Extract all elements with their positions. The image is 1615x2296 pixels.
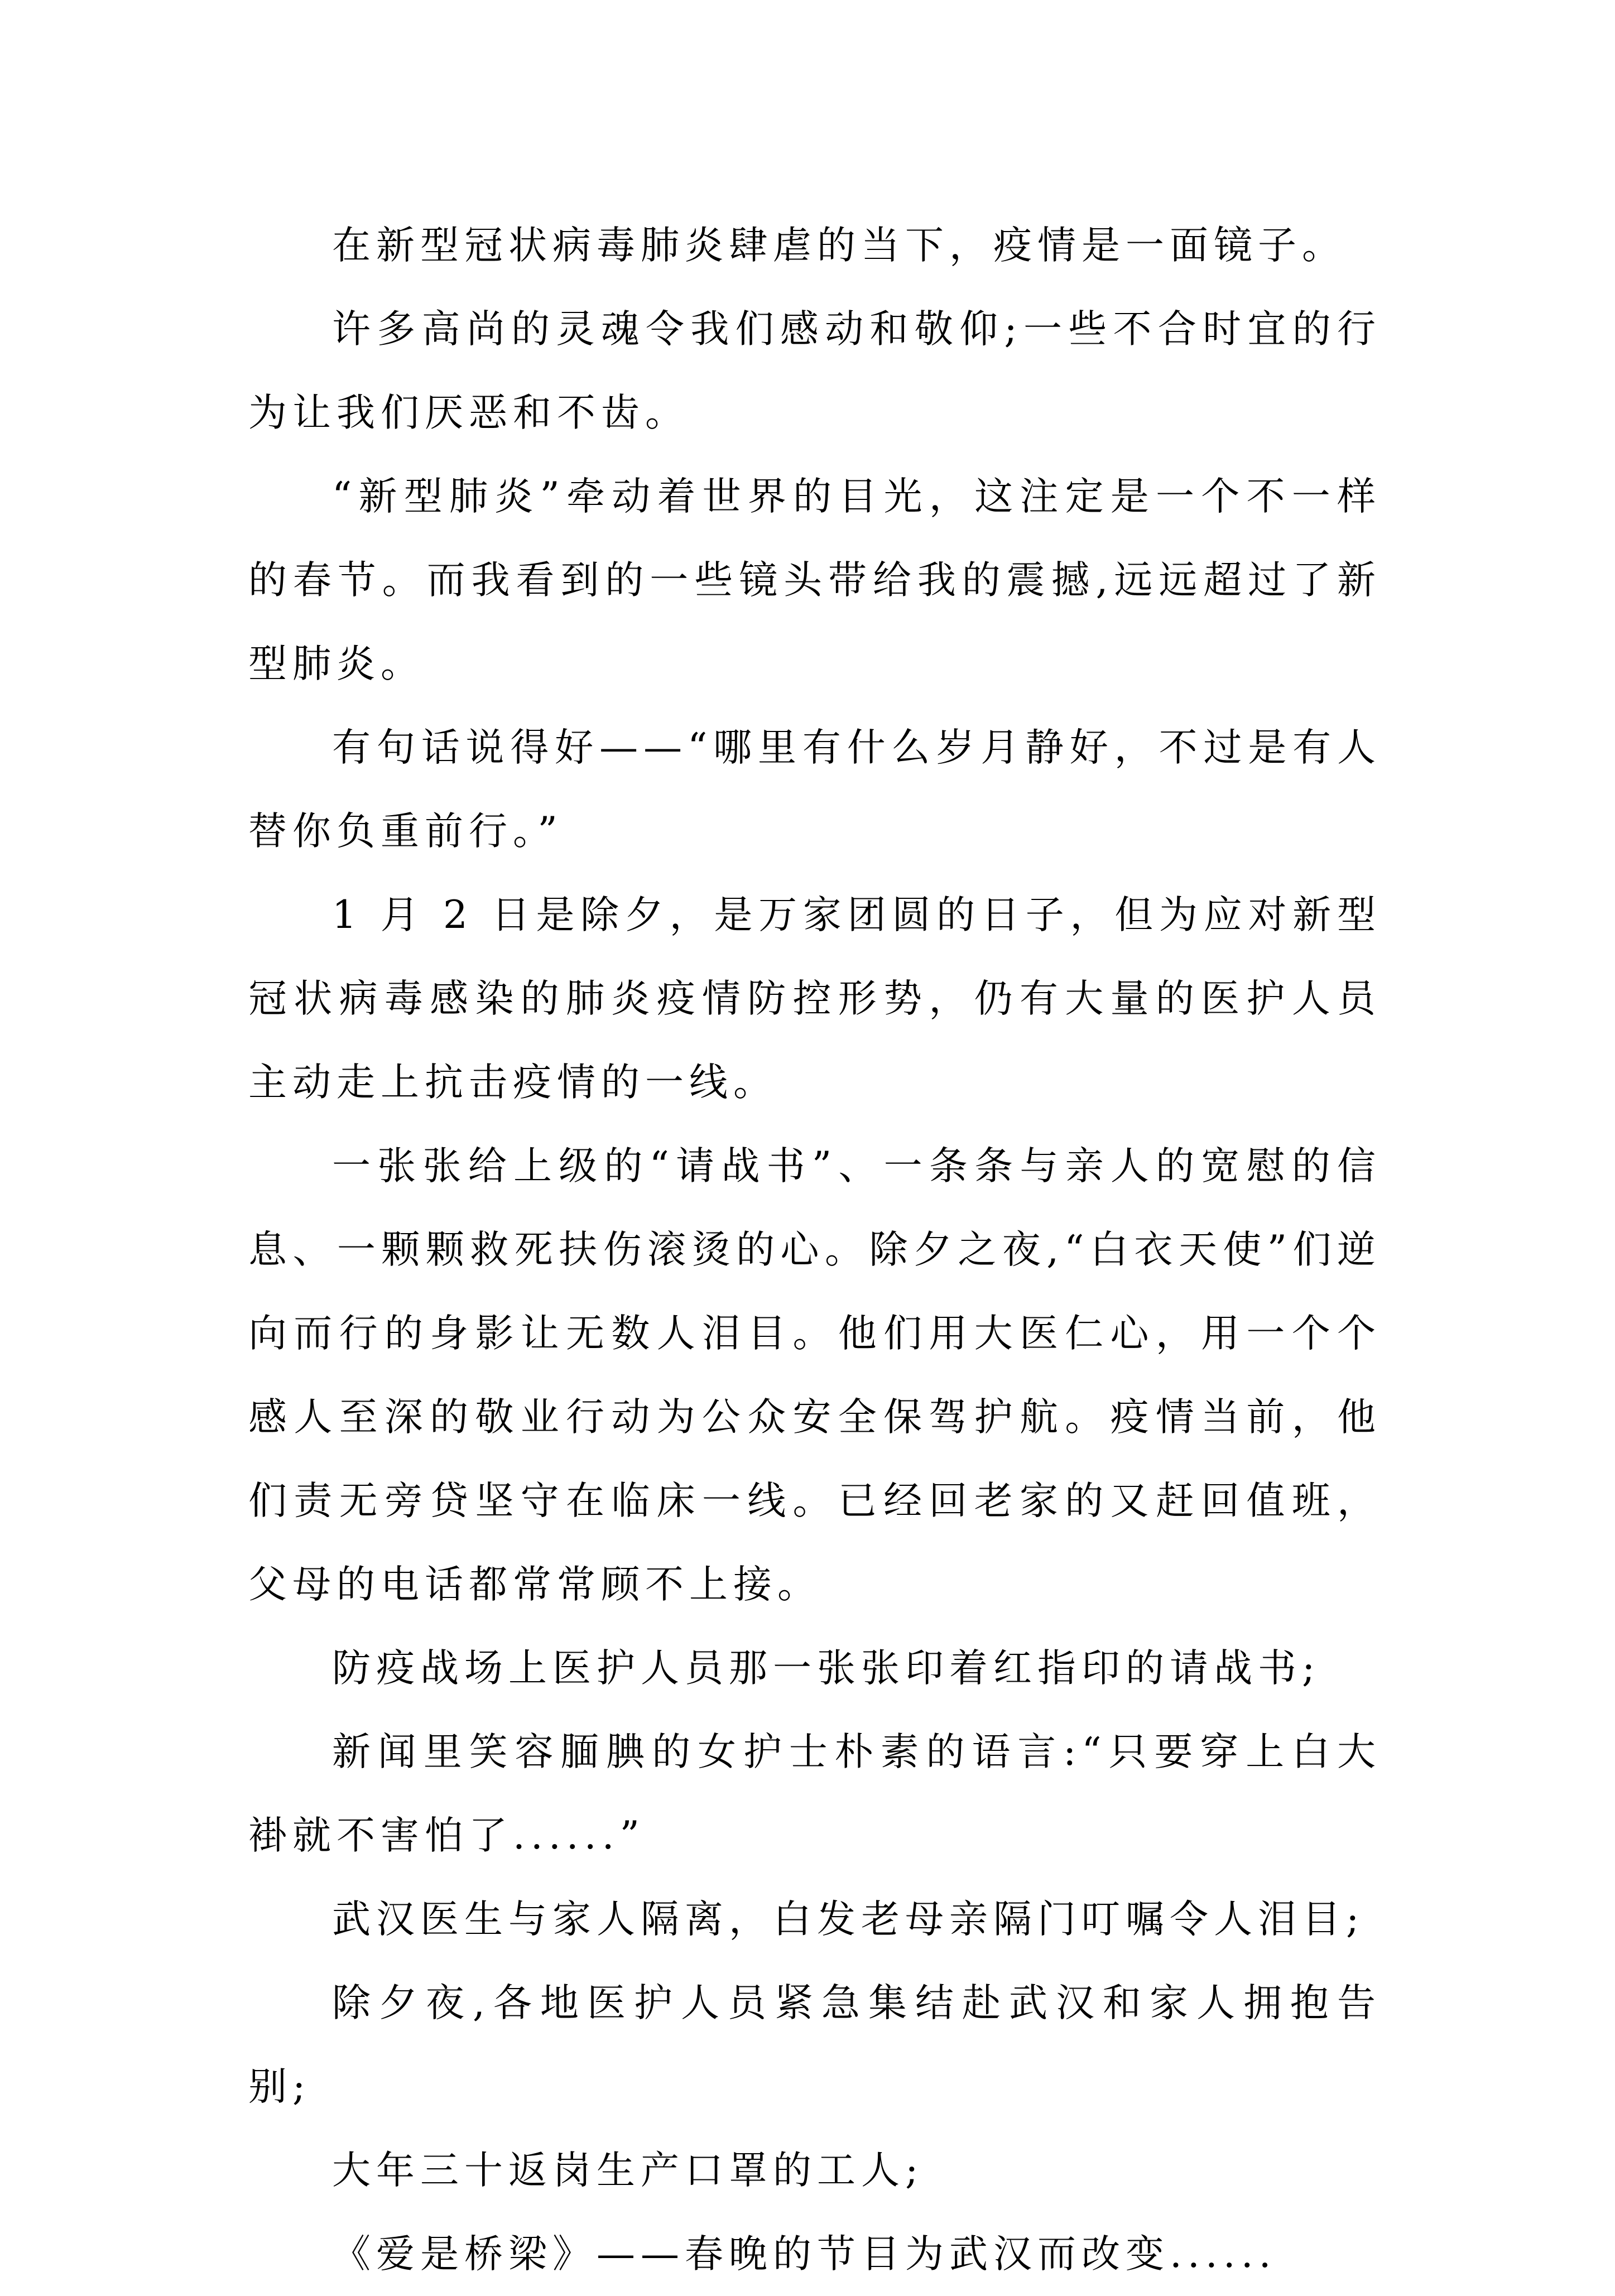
document-body [248, 204, 1381, 2296]
paragraph-11: 大年三十返岗生产口罩的工人; [332, 2148, 924, 2193]
paragraph-1: 在新型冠状病毒肺炎肆虐的当下，疫情是一面镜子。 [332, 223, 1346, 268]
paragraph-10: 除夕夜,各地医护人员紧急集结赴武汉和家人拥抱告别; [248, 1981, 1381, 2109]
paragraph-8: 新闻里笑容腼腆的女护士朴素的语言:“只要穿上白大褂就不害怕了......” [248, 1730, 1381, 1858]
paragraph-6: 一张张给上级的“请战书”、一条条与亲人的宽慰的信息、一颗颗救死扶伤滚烫的心。除夕之夜,“白衣天使”们逆向而行的身影让无数人泪目。他们用大医仁心，用一个个感人至深的敬业行动为公众安全保驾护航。疫情当前，他们责无旁贷坚守在临床一线。已经回老家的又赶回值班，父母的电话都常常顾不上接。 [248, 1144, 1381, 1607]
paragraph-5: 1 月 2 日是除夕，是万家团圆的日子，但为应对新型冠状病毒感染的肺炎疫情防控形势，仍有大量的医护人员主动走上抗击疫情的一线。 [248, 893, 1381, 1105]
paragraph-4: 有句话说得好——“哪里有什么岁月静好，不过是有人替你负重前行。” [248, 725, 1381, 854]
paragraph-3: “新型肺炎”牵动着世界的目光，这注定是一个不一样的春节。而我看到的一些镜头带给我的震撼,远远超过了新型肺炎。 [248, 474, 1381, 686]
paragraph-2: 许多高尚的灵魂令我们感动和敬仰;一些不合时宜的行为让我们厌恶和不齿。 [248, 307, 1381, 435]
paragraph-12: 《爱是桥梁》——春晚的节目为武汉而改变...... [332, 2232, 1277, 2276]
paragraph-9: 武汉医生与家人隔离，白发老母亲隔门叮嘱令人泪目; [332, 1897, 1365, 1942]
paragraph-7: 防疫战场上医护人员那一张张印着红指印的请战书; [332, 1646, 1321, 1691]
